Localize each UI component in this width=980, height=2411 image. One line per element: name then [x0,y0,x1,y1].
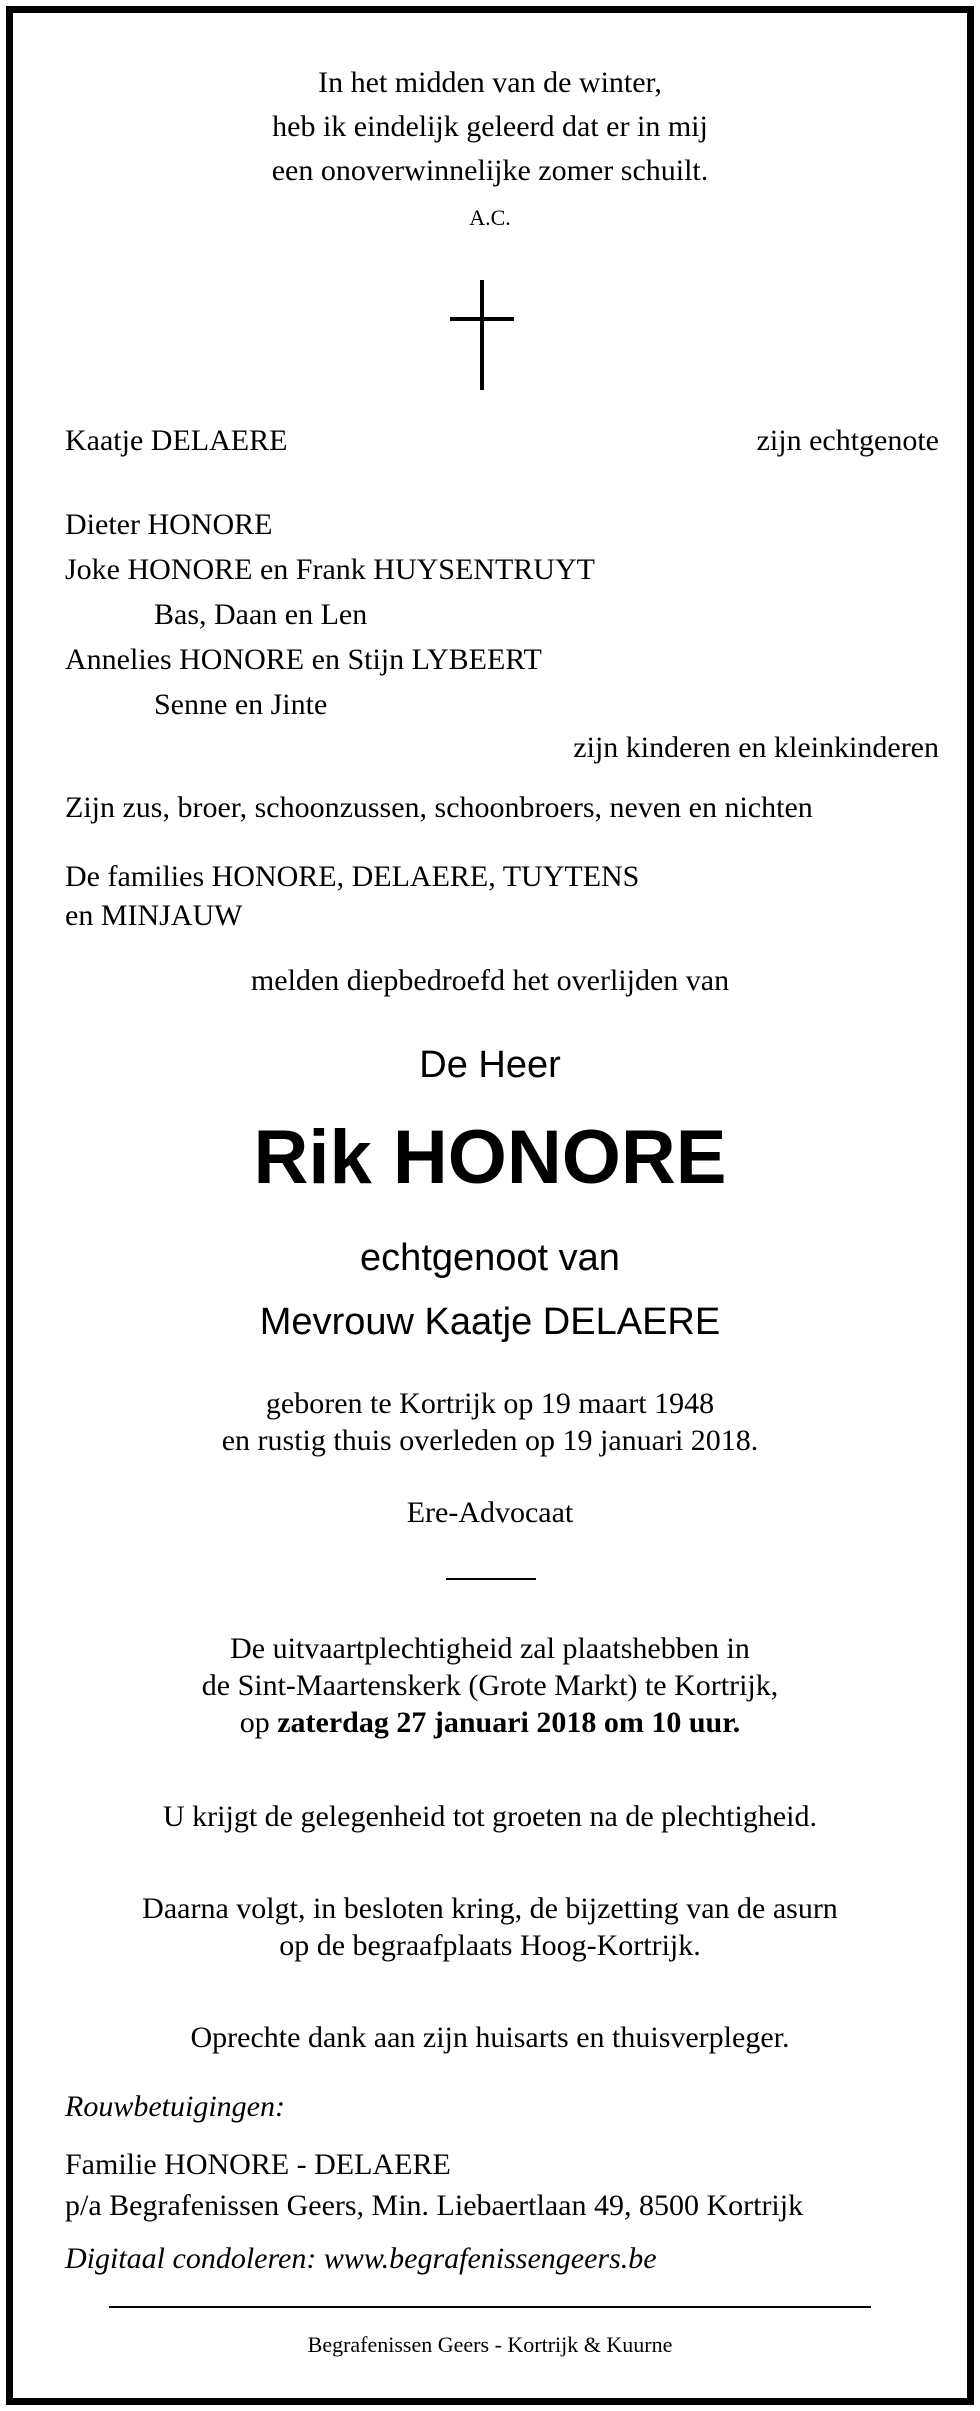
quote-line-2: heb ik eindelijk geleerd dat er in mij [272,110,708,143]
greeting: U krijgt de gelegenheid tot groeten na de plechtigheid. [163,1800,817,1833]
profession: Ere-Advocaat [406,1496,574,1529]
quote-author: A.C. [469,205,511,230]
thanks: Oprechte dank aan zijn huisarts en thuisverpleger. [190,2021,790,2054]
funeral-line-3: op zaterdag 27 januari 2018 om 10 uur. [239,1706,741,1739]
funeral-line-1: De uitvaartplechtigheid zal plaatshebben in [230,1632,750,1665]
spouse-relation: zijn echtgenote [756,424,939,457]
child-1: Dieter HONORE [65,508,273,541]
footer-text: Begrafenissen Geers - Kortrijk & Kuurne [307,2332,673,2357]
grandchildren-3: Senne en Jinte [154,688,328,721]
condolences-address: p/a Begrafenissen Geers, Min. Liebaertlaan 49, 8500 Kortrijk [65,2189,804,2222]
quote-line-3: een onoverwinnelijke zomer schuilt. [271,154,709,187]
grandchildren-2: Bas, Daan en Len [154,598,368,631]
deceased-name: Rik HONORE [253,1115,727,1200]
deceased-spouse: Mevrouw Kaatje DELAERE [259,1301,721,1343]
quote-line-1: In het midden van de winter, [318,66,662,99]
birth-line: geboren te Kortrijk op 19 maart 1948 [265,1387,715,1420]
burial-line-2: op de begraafplaats Hoog-Kortrijk. [279,1929,701,1962]
child-2: Joke HONORE en Frank HUYSENTRUYT [65,553,595,586]
separator [446,1578,536,1580]
obituary-card [6,6,974,2405]
footer-rule [109,2306,871,2308]
families-line-1: De families HONORE, DELAERE, TUYTENS [65,860,640,893]
children-relation: zijn kinderen en kleinkinderen [573,731,939,764]
families-line-2: en MINJAUW [65,899,243,932]
deceased-title: De Heer [419,1044,561,1086]
death-line: en rustig thuis overleden op 19 januari 2018. [221,1424,759,1457]
spouse-name: Kaatje DELAERE [65,424,288,457]
announcement: melden diepbedroefd het overlijden van [250,964,730,997]
burial-line-1: Daarna volgt, in besloten kring, de bijzetting van de asurn [142,1892,838,1925]
condolences-online: Digitaal condoleren: www.begrafenissengeers.be [65,2242,657,2275]
siblings: Zijn zus, broer, schoonzussen, schoonbroers, neven en nichten [65,791,813,824]
condolences-family: Familie HONORE - DELAERE [65,2148,451,2181]
child-3: Annelies HONORE en Stijn LYBEERT [65,643,542,676]
spouse-of-label: echtgenoot van [360,1237,620,1279]
funeral-line-2: de Sint-Maartenskerk (Grote Markt) te Kortrijk, [201,1669,779,1702]
cross-icon [450,280,514,390]
condolences-label: Rouwbetuigingen: [65,2090,285,2123]
